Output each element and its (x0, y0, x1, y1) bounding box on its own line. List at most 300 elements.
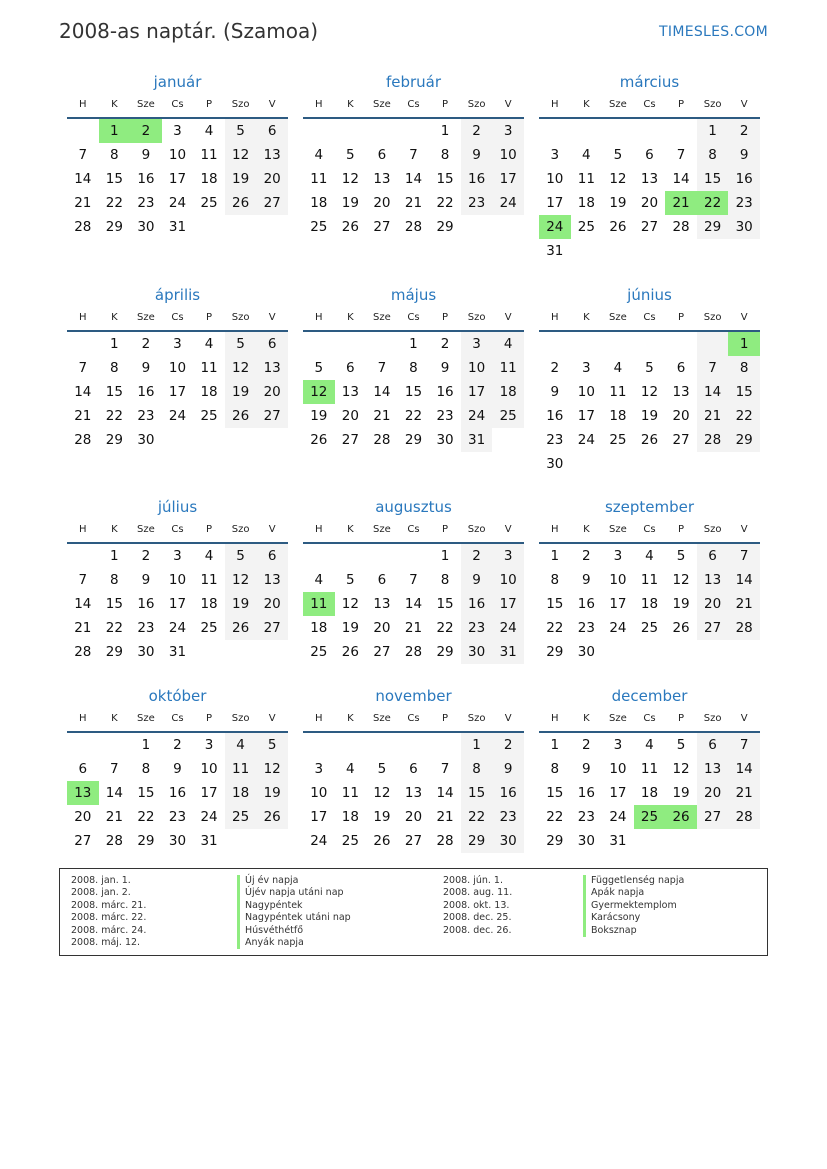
empty-cell (539, 119, 571, 143)
weekday-label: H (315, 99, 323, 110)
week-row (303, 829, 524, 853)
empty-cell (697, 452, 729, 476)
empty-cell (225, 829, 257, 853)
day-cell: 27 (256, 404, 288, 428)
day-cell: 19 (341, 195, 359, 211)
day-cell: 7 (728, 544, 760, 568)
empty-cell (162, 428, 194, 452)
day-cell: 25 (200, 620, 218, 636)
day-cell: 4 (314, 147, 324, 163)
day-cell: 16 (492, 781, 524, 805)
day-cell: 20 (697, 592, 729, 616)
week-row (67, 805, 288, 829)
day-cell: 1 (440, 548, 450, 564)
month-name: március (619, 73, 680, 91)
day-cell: 23 (577, 620, 595, 636)
legend-holiday-name: Apák napja (583, 887, 684, 899)
legend-date: 2008. jún. 1. (443, 875, 504, 886)
legend-date: 2008. márc. 21. (71, 899, 147, 911)
week-row (303, 143, 524, 167)
weekday-label: Cs (171, 99, 184, 110)
day-cell: 14 (74, 596, 92, 612)
day-cell: 12 (225, 143, 257, 167)
day-cell: 1 (110, 336, 119, 352)
day-cell: 2 (141, 336, 151, 352)
day-cell: 12 (256, 757, 288, 781)
month-block (67, 284, 288, 452)
day-cell: 28 (74, 219, 92, 235)
day-cell: 7 (377, 360, 387, 376)
empty-cell (335, 544, 367, 568)
day-cell: 10 (492, 143, 524, 167)
day-cell: 30 (728, 215, 760, 239)
empty-cell (461, 215, 493, 239)
week-row (67, 404, 288, 428)
empty-cell (571, 239, 603, 263)
weekday-header (539, 93, 760, 119)
day-cell: 4 (645, 737, 654, 753)
day-cell: 19 (341, 620, 359, 636)
month-name: június (627, 286, 672, 304)
day-cell: 30 (137, 432, 155, 448)
holiday-day-cell: 1 (728, 332, 760, 356)
day-cell: 26 (609, 219, 627, 235)
day-cell: 6 (256, 544, 288, 568)
day-cell: 1 (550, 737, 560, 753)
day-cell: 12 (640, 384, 659, 400)
day-cell: 27 (373, 219, 391, 235)
day-cell: 5 (645, 360, 654, 376)
legend-holiday-name: Függetlenség napja (583, 875, 684, 887)
day-cell: 28 (373, 432, 391, 448)
day-cell: 20 (74, 809, 92, 825)
day-cell: 29 (461, 829, 493, 853)
day-cell: 14 (404, 171, 423, 187)
day-cell: 28 (697, 428, 729, 452)
weekday-label: Sze (373, 99, 391, 110)
week-row (303, 332, 524, 356)
day-cell: 28 (728, 616, 760, 640)
weekday-label: Szo (231, 312, 250, 323)
day-cell: 8 (440, 147, 450, 163)
day-cell: 27 (373, 644, 391, 660)
day-cell: 8 (110, 360, 119, 376)
weekday-header (303, 707, 524, 733)
day-cell: 26 (640, 432, 659, 448)
day-cell: 31 (168, 644, 187, 660)
weekday-label: V (504, 99, 512, 110)
day-cell: 29 (404, 432, 423, 448)
empty-cell (697, 239, 729, 263)
day-cell: 20 (256, 592, 288, 616)
empty-cell (728, 452, 760, 476)
day-cell: 23 (546, 432, 564, 448)
day-cell: 31 (609, 833, 627, 849)
day-cell: 10 (461, 356, 493, 380)
empty-cell (665, 640, 697, 664)
weekday-label: Szo (231, 713, 250, 724)
month-block (303, 71, 524, 239)
legend-holiday-name: Anyák napja (237, 937, 351, 949)
day-cell: 18 (310, 620, 328, 636)
day-cell: 13 (256, 143, 288, 167)
empty-cell (256, 428, 288, 452)
day-cell: 9 (728, 143, 760, 167)
day-cell: 1 (550, 548, 560, 564)
day-cell: 11 (640, 761, 659, 777)
day-cell: 14 (436, 785, 454, 801)
weekday-label: Szo (703, 312, 722, 323)
day-cell: 10 (609, 761, 627, 777)
day-cell: 26 (310, 432, 328, 448)
day-cell: 8 (110, 147, 119, 163)
day-cell: 21 (74, 195, 92, 211)
weekday-label: P (678, 99, 685, 110)
day-cell: 30 (137, 219, 155, 235)
day-cell: 28 (728, 805, 760, 829)
day-cell: 18 (609, 408, 627, 424)
day-cell: 12 (672, 761, 690, 777)
day-cell: 19 (672, 785, 690, 801)
day-cell: 5 (225, 544, 257, 568)
day-cell: 9 (582, 572, 591, 588)
weekday-header (67, 707, 288, 733)
empty-cell (256, 829, 288, 853)
day-cell: 10 (168, 147, 187, 163)
week-row (303, 404, 524, 428)
day-cell: 13 (373, 596, 391, 612)
empty-cell (67, 332, 99, 356)
empty-cell (366, 733, 398, 757)
weekday-label: K (583, 99, 590, 110)
weekday-label: K (583, 713, 590, 724)
day-cell: 2 (582, 548, 591, 564)
legend-names-col-1 (237, 875, 351, 949)
day-cell: 30 (577, 644, 595, 660)
day-cell: 5 (676, 548, 686, 564)
day-cell: 22 (404, 408, 423, 424)
day-cell: 28 (404, 219, 423, 235)
day-cell: 17 (492, 592, 524, 616)
weekday-label: Cs (643, 524, 656, 535)
empty-cell (665, 239, 697, 263)
day-cell: 14 (74, 171, 92, 187)
empty-cell (398, 544, 430, 568)
day-cell: 18 (640, 785, 659, 801)
day-cell: 23 (461, 616, 493, 640)
day-cell: 24 (609, 809, 627, 825)
day-cell: 11 (200, 572, 218, 588)
weekday-header (539, 707, 760, 733)
day-cell: 4 (613, 360, 623, 376)
day-cell: 5 (377, 761, 387, 777)
day-cell: 30 (168, 833, 187, 849)
weekday-label: Szo (467, 524, 486, 535)
weekday-label: K (583, 524, 590, 535)
day-cell: 25 (200, 408, 218, 424)
weekday-header (303, 306, 524, 332)
day-cell: 5 (225, 332, 257, 356)
week-row (67, 332, 288, 356)
day-cell: 21 (728, 592, 760, 616)
weekday-label: P (206, 99, 213, 110)
day-cell: 16 (577, 596, 595, 612)
empty-cell (602, 332, 634, 356)
day-cell: 20 (640, 195, 659, 211)
day-cell: 6 (409, 761, 418, 777)
month-block (67, 685, 288, 853)
day-cell: 15 (436, 596, 454, 612)
day-cell: 19 (225, 592, 257, 616)
month-name: szeptember (604, 498, 695, 516)
weekday-label: V (504, 312, 512, 323)
week-row (67, 544, 288, 568)
weekday-label: P (442, 524, 449, 535)
month-name: január (153, 73, 202, 91)
empty-cell (193, 215, 225, 239)
day-cell: 18 (341, 809, 359, 825)
month-name: december (611, 687, 688, 705)
month-name: augusztus (375, 498, 452, 516)
week-row (539, 805, 760, 829)
day-cell: 21 (74, 620, 92, 636)
day-cell: 23 (137, 408, 155, 424)
day-cell: 5 (225, 119, 257, 143)
week-row (67, 757, 288, 781)
day-cell: 19 (225, 167, 257, 191)
day-cell: 18 (225, 781, 257, 805)
legend-holiday-name: Gyermektemplom (583, 900, 684, 912)
day-cell: 3 (314, 761, 324, 777)
legend-holiday-name: Húsvéthétfő (237, 925, 351, 937)
empty-cell (335, 119, 367, 143)
holiday-day-cell: 21 (665, 191, 697, 215)
week-row (67, 781, 288, 805)
week-row (67, 592, 288, 616)
day-cell: 8 (728, 356, 760, 380)
day-cell: 24 (168, 620, 187, 636)
week-row (303, 733, 524, 757)
weekday-label: H (551, 713, 559, 724)
day-cell: 11 (225, 757, 257, 781)
weekday-label: P (442, 99, 449, 110)
empty-cell (335, 332, 367, 356)
day-cell: 8 (550, 572, 560, 588)
brand-link[interactable]: TIMESLES.COM (659, 24, 768, 40)
week-row (67, 167, 288, 191)
day-cell: 10 (492, 568, 524, 592)
day-cell: 27 (256, 616, 288, 640)
weekday-label: K (347, 713, 354, 724)
week-row (539, 191, 760, 215)
weekday-label: P (206, 524, 213, 535)
day-cell: 17 (461, 380, 493, 404)
day-cell: 15 (105, 171, 123, 187)
empty-cell (67, 119, 99, 143)
empty-cell (634, 829, 666, 853)
day-cell: 10 (546, 171, 564, 187)
month-name: július (157, 498, 198, 516)
week-row (67, 356, 288, 380)
month-name: április (154, 286, 201, 304)
day-cell: 15 (137, 785, 155, 801)
legend-date: 2008. jan. 1. (71, 875, 131, 886)
week-row (539, 568, 760, 592)
empty-cell (571, 119, 603, 143)
day-cell: 8 (461, 757, 493, 781)
holiday-day-cell: 2 (130, 119, 162, 143)
day-cell: 14 (74, 384, 92, 400)
day-cell: 6 (377, 572, 387, 588)
day-cell: 17 (609, 785, 627, 801)
empty-cell (335, 733, 367, 757)
day-cell: 23 (492, 805, 524, 829)
day-cell: 16 (461, 592, 493, 616)
weekday-header (539, 518, 760, 544)
day-cell: 13 (672, 384, 690, 400)
weekday-header (67, 306, 288, 332)
legend-date: 2008. dec. 26. (443, 924, 512, 936)
day-cell: 16 (137, 596, 155, 612)
weekday-label: H (551, 524, 559, 535)
month-block (67, 496, 288, 664)
week-row (303, 568, 524, 592)
day-cell: 31 (492, 640, 524, 664)
empty-cell (539, 332, 571, 356)
day-cell: 15 (461, 781, 493, 805)
week-row (67, 829, 288, 853)
week-row (67, 119, 288, 143)
day-cell: 25 (577, 219, 595, 235)
day-cell: 26 (672, 620, 690, 636)
day-cell: 28 (672, 219, 690, 235)
day-cell: 16 (137, 171, 155, 187)
week-row (539, 215, 760, 239)
day-cell: 23 (137, 620, 155, 636)
weekday-label: Sze (373, 312, 391, 323)
day-cell: 2 (461, 119, 493, 143)
empty-cell (634, 332, 666, 356)
day-cell: 4 (204, 123, 214, 139)
day-cell: 11 (577, 171, 595, 187)
day-cell: 11 (640, 572, 659, 588)
day-cell: 6 (676, 360, 686, 376)
day-cell: 11 (310, 171, 328, 187)
month-name: február (385, 73, 442, 91)
day-cell: 27 (74, 833, 92, 849)
day-cell: 25 (492, 404, 524, 428)
day-cell: 31 (200, 833, 218, 849)
day-cell: 28 (105, 833, 123, 849)
day-cell: 22 (546, 620, 564, 636)
empty-cell (67, 544, 99, 568)
empty-cell (225, 215, 257, 239)
week-row (539, 428, 760, 452)
empty-cell (67, 733, 99, 757)
day-cell: 30 (137, 644, 155, 660)
week-row (539, 616, 760, 640)
day-cell: 4 (204, 336, 214, 352)
weekday-label: Sze (373, 524, 391, 535)
day-cell: 1 (110, 548, 119, 564)
week-row (67, 380, 288, 404)
weekday-label: Sze (137, 713, 155, 724)
day-cell: 28 (404, 644, 423, 660)
day-cell: 6 (346, 360, 355, 376)
day-cell: 30 (546, 456, 564, 472)
day-cell: 17 (577, 408, 595, 424)
week-row (303, 640, 524, 664)
day-cell: 26 (373, 833, 391, 849)
day-cell: 29 (546, 644, 564, 660)
month-block (539, 284, 760, 476)
day-cell: 27 (697, 805, 729, 829)
day-cell: 1 (141, 737, 151, 753)
weekday-label: H (315, 312, 323, 323)
day-cell: 15 (105, 596, 123, 612)
day-cell: 7 (78, 572, 88, 588)
legend-date: 2008. dec. 25. (443, 912, 512, 924)
day-cell: 27 (341, 432, 359, 448)
week-row (539, 829, 760, 853)
day-cell: 17 (492, 167, 524, 191)
week-row (67, 568, 288, 592)
holiday-day-cell: 24 (539, 215, 571, 239)
day-cell: 5 (346, 147, 355, 163)
day-cell: 20 (256, 167, 288, 191)
day-cell: 10 (310, 785, 328, 801)
empty-cell (303, 544, 335, 568)
day-cell: 14 (373, 384, 391, 400)
day-cell: 6 (78, 761, 88, 777)
weekday-label: Sze (137, 524, 155, 535)
day-cell: 18 (640, 596, 659, 612)
day-cell: 10 (609, 572, 627, 588)
day-cell: 3 (492, 544, 524, 568)
day-cell: 13 (341, 384, 359, 400)
day-cell: 20 (672, 408, 690, 424)
day-cell: 17 (168, 171, 187, 187)
day-cell: 16 (436, 384, 454, 400)
weekday-header (67, 518, 288, 544)
weekday-label: V (740, 312, 748, 323)
day-cell: 26 (341, 219, 359, 235)
empty-cell (602, 452, 634, 476)
day-cell: 12 (225, 568, 257, 592)
day-cell: 30 (577, 833, 595, 849)
day-cell: 29 (697, 215, 729, 239)
day-cell: 2 (492, 733, 524, 757)
day-cell: 26 (225, 191, 257, 215)
day-cell: 11 (492, 356, 524, 380)
weekday-label: Cs (643, 312, 656, 323)
day-cell: 20 (373, 620, 391, 636)
empty-cell (728, 640, 760, 664)
empty-cell (193, 428, 225, 452)
month-block (539, 496, 760, 664)
day-cell: 16 (577, 785, 595, 801)
day-cell: 5 (314, 360, 324, 376)
day-cell: 8 (440, 572, 450, 588)
day-cell: 29 (137, 833, 155, 849)
day-cell: 11 (341, 785, 359, 801)
day-cell: 10 (168, 572, 187, 588)
day-cell: 6 (697, 733, 729, 757)
day-cell: 18 (577, 195, 595, 211)
page-title: 2008-as naptár. (Szamoa) (59, 19, 319, 43)
weekday-label: H (315, 713, 323, 724)
weekday-label: Szo (703, 99, 722, 110)
